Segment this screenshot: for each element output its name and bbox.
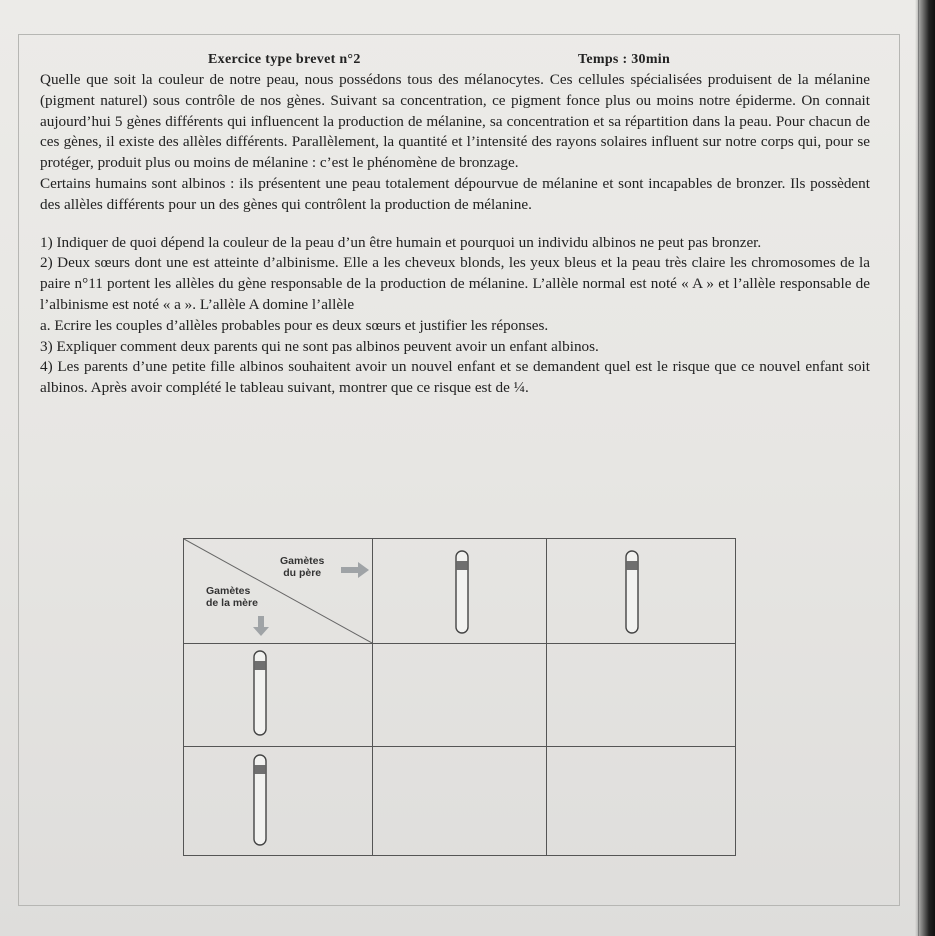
- question-1: 1) Indiquer de quoi dépend la couleur de la peau d’un être humain et pourquoi un individu albinos ne peut pas bronzer.: [40, 233, 762, 251]
- question-3: 3) Expliquer comment deux parents qui ne sont pas albinos peuvent avoir un enfant albinos.: [40, 337, 599, 355]
- father-gametes-label: Gamètes du père: [280, 555, 325, 579]
- exercise-title: Exercice type brevet n°2: [208, 52, 361, 67]
- right-arrow-icon: [340, 561, 370, 579]
- exercise-text: [40, 50, 870, 399]
- cell-mother2-father1[interactable]: [373, 747, 545, 854]
- exercise-time: Temps : 30min: [578, 52, 671, 67]
- mother-chromosome-1: [252, 649, 268, 737]
- cell-mother1-father2[interactable]: [547, 644, 734, 745]
- intro-paragraph-2: Certains humains sont albinos : ils présentent une peau totalement dépourvue de mélanine et sont incapables de bronzer. Ils possèdent des allèles différents pour un des gènes qui contrôlent la production de mélanine.: [40, 174, 870, 213]
- down-arrow-icon: [252, 615, 270, 637]
- exercise-header: [40, 50, 870, 70]
- intro-paragraph-1: Quelle que soit la couleur de notre peau, nous possédons tous des mélanocytes. Ces cellules spécialisées produisent de la mélanine (pigment naturel) sous contrôle de nos gènes. Suivant sa concentration, ce pigment fonce plus ou moins notre épiderme. On connait aujourd’hui 5 gènes différents qui influencent la production de mélanine, sa concentration et sa répartition dans la peau. Pour chacun de ces gènes, il existe des allèles différents. Parallèlement, la quantité et l’intensité des rayons solaires influent sur notre corps qui, pour se protéger, produit plus ou moins de mélanine : c’est le phénomène de bronzage.: [40, 71, 870, 172]
- mother-gametes-label: Gamètes de la mère: [206, 585, 258, 609]
- cell-mother2-father2[interactable]: [547, 747, 734, 854]
- question-2a: a. Ecrire les couples d’allèles probables pour es deux sœurs et justifier les réponses.: [40, 316, 549, 334]
- father-chromosome-2: [624, 549, 640, 635]
- photo-dark-edge: [915, 0, 935, 936]
- father-chromosome-1: [454, 549, 470, 635]
- punnett-table: [183, 538, 736, 856]
- mother-chromosome-2: [252, 753, 268, 847]
- question-2: 2) Deux sœurs dont une est atteinte d’albinisme. Elle a les cheveux blonds, les yeux bleus et la peau très claire les chromosomes de la paire n°11 portent les allèles du gène responsable de la production de mélanine. L’allèle normal est noté « A » et l’allèle responsable de l’albinisme est noté « a ». L’allèle A domine l’allèle: [40, 254, 870, 313]
- question-4: 4) Les parents d’une petite fille albinos souhaitent avoir un nouvel enfant et se demandent quel est le risque que ce nouvel enfant soit albinos. Après avoir complété le tableau suivant, montrer que ce risque est de ¼.: [40, 358, 870, 397]
- cell-mother1-father1[interactable]: [373, 644, 545, 745]
